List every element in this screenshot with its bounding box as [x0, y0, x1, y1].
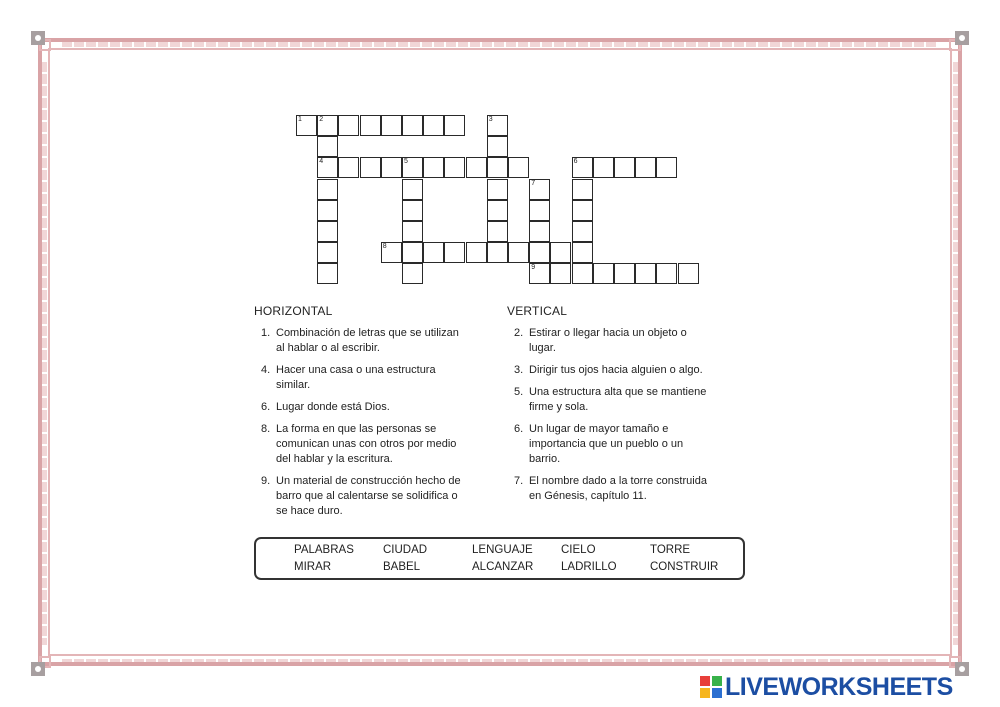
word-bank-item: CIELO — [561, 544, 596, 556]
crossword-cell[interactable] — [296, 115, 317, 136]
word-bank-item: BABEL — [383, 561, 421, 573]
crossword-letter-input[interactable] — [636, 158, 655, 177]
crossword-letter-input[interactable] — [424, 158, 443, 177]
crossword-letter-input[interactable] — [573, 264, 592, 283]
crossword-letter-input[interactable] — [573, 201, 592, 220]
word-bank-item: TORRE — [650, 544, 691, 556]
word-bank-item: ALCANZAR — [472, 561, 534, 573]
crossword-letter-input[interactable] — [573, 158, 592, 177]
clue-number: 4. — [261, 364, 271, 376]
crossword-clue-number: 8 — [382, 243, 387, 251]
crossword-letter-input[interactable] — [403, 116, 422, 135]
clue-text-line: similar. — [276, 379, 311, 391]
crossword-letter-input[interactable] — [594, 264, 613, 283]
clue-text-line: barrio. — [529, 453, 561, 465]
clue-number: 6. — [514, 423, 524, 435]
crossword-letter-input[interactable] — [657, 264, 676, 283]
clue-text-line: Combinación de letras que se utilizan — [276, 327, 459, 339]
crossword-cell[interactable] — [381, 242, 402, 263]
clue-text — [529, 422, 683, 467]
clue-text — [529, 385, 706, 415]
crossword-cell[interactable] — [550, 263, 571, 284]
crossword-cell[interactable] — [317, 136, 338, 157]
crossword-letter-input[interactable] — [530, 264, 549, 283]
crossword-letter-input[interactable] — [488, 201, 507, 220]
crossword-cell[interactable] — [444, 115, 465, 136]
clue-text — [276, 474, 461, 519]
clue-item — [261, 326, 506, 356]
crossword-cell[interactable] — [402, 157, 423, 178]
crossword-letter-input[interactable] — [403, 180, 422, 199]
crossword-letter-input[interactable] — [530, 243, 549, 262]
word-bank-item: PALABRAS — [294, 544, 354, 556]
clue-text-line: Una estructura alta que se mantiene — [529, 386, 707, 398]
crossword-letter-input[interactable] — [403, 243, 422, 262]
frame-corner-bottom-left — [31, 654, 53, 676]
crossword-cell[interactable] — [466, 242, 487, 263]
crossword-letter-input[interactable] — [530, 180, 549, 199]
crossword-letter-input[interactable] — [573, 243, 592, 262]
clue-text-line: Un material de construcción hecho de — [276, 475, 461, 487]
crossword-cell[interactable] — [487, 221, 508, 242]
crossword-cell[interactable] — [678, 263, 699, 284]
clue-text-line: Estirar o llegar hacia un objeto o — [529, 327, 687, 339]
crossword-cell[interactable] — [614, 263, 635, 284]
crossword-letter-input[interactable] — [382, 243, 401, 262]
clue-item — [514, 422, 754, 467]
crossword-cell[interactable] — [466, 157, 487, 178]
clue-number: 6. — [261, 401, 271, 413]
horizontal-heading: HORIZONTAL — [254, 304, 333, 318]
crossword-clue-number: 6 — [573, 158, 578, 166]
crossword-letter-input[interactable] — [594, 158, 613, 177]
crossword-cell[interactable] — [402, 115, 423, 136]
clue-number: 1. — [261, 327, 271, 339]
crossword-letter-input[interactable] — [679, 264, 698, 283]
clue-text — [276, 422, 456, 467]
clue-number: 9. — [261, 475, 271, 487]
crossword-letter-input[interactable] — [318, 180, 337, 199]
clue-item — [514, 474, 754, 504]
crossword-clue-number: 2 — [319, 116, 324, 123]
crossword-letter-input[interactable] — [488, 116, 507, 135]
crossword-letter-input[interactable] — [488, 137, 507, 156]
crossword-cell[interactable] — [381, 157, 402, 178]
crossword-letter-input[interactable] — [361, 158, 380, 177]
crossword-letter-input[interactable] — [382, 158, 401, 177]
crossword-cell[interactable] — [508, 242, 529, 263]
crossword-cell[interactable] — [402, 200, 423, 221]
crossword-cell[interactable] — [317, 263, 338, 284]
crossword-letter-input[interactable] — [530, 201, 549, 220]
crossword-clue-number: 9 — [531, 264, 536, 272]
clue-text-line: Un lugar de mayor tamaño e — [529, 423, 669, 435]
crossword-letter-input[interactable] — [615, 264, 634, 283]
clue-number: 8. — [261, 423, 271, 435]
clue-text — [529, 326, 687, 356]
crossword-letter-input[interactable] — [318, 243, 337, 262]
crossword-cell[interactable] — [317, 179, 338, 200]
crossword-cell[interactable] — [487, 242, 508, 263]
clue-text — [276, 326, 459, 356]
clue-text-line: Dirigir tus ojos hacia alguien o algo. — [529, 364, 703, 376]
crossword-letter-input[interactable] — [403, 264, 422, 283]
crossword-cell[interactable] — [529, 200, 550, 221]
crossword-cell[interactable] — [338, 157, 359, 178]
clue-text-line: La forma en que las personas se — [276, 423, 437, 435]
clue-item — [261, 422, 506, 467]
clue-text-line: importancia que un pueblo o un — [529, 438, 684, 450]
crossword-letter-input[interactable] — [551, 264, 570, 283]
crossword-cell[interactable] — [487, 136, 508, 157]
crossword-cell[interactable] — [402, 263, 423, 284]
crossword-letter-input[interactable] — [657, 158, 676, 177]
clue-text-line: firme y sola. — [529, 401, 589, 413]
clue-text-line: al hablar o al escribir. — [276, 342, 380, 354]
crossword-letter-input[interactable] — [318, 158, 337, 177]
crossword-letter-input[interactable] — [573, 222, 592, 241]
crossword-cell[interactable] — [317, 115, 338, 136]
crossword-letter-input[interactable] — [424, 116, 443, 135]
crossword-letter-input[interactable] — [509, 243, 528, 262]
crossword-cell[interactable] — [656, 263, 677, 284]
crossword-cell[interactable] — [487, 200, 508, 221]
crossword-letter-input[interactable] — [445, 243, 464, 262]
crossword-cell[interactable] — [317, 157, 338, 178]
crossword-cell[interactable] — [317, 242, 338, 263]
crossword-cell[interactable] — [487, 157, 508, 178]
crossword-letter-input[interactable] — [488, 158, 507, 177]
crossword-cell[interactable] — [529, 179, 550, 200]
crossword-cell[interactable] — [593, 263, 614, 284]
crossword-cell[interactable] — [572, 263, 593, 284]
crossword-letter-input[interactable] — [339, 158, 358, 177]
crossword-letter-input[interactable] — [318, 222, 337, 241]
clue-text-line: comunican unas con otros por medio — [276, 438, 457, 450]
clue-item — [514, 363, 754, 378]
crossword-letter-input[interactable] — [339, 116, 358, 135]
crossword-letter-input[interactable] — [361, 116, 380, 135]
crossword-letter-input[interactable] — [636, 264, 655, 283]
crossword-letter-input[interactable] — [318, 137, 337, 156]
crossword-cell[interactable] — [360, 157, 381, 178]
clue-text — [529, 363, 703, 378]
crossword-cell[interactable] — [338, 115, 359, 136]
crossword-cell[interactable] — [550, 242, 571, 263]
crossword-cell[interactable] — [508, 157, 529, 178]
clue-text — [276, 400, 390, 415]
crossword-cell[interactable] — [381, 115, 402, 136]
clue-text-line: Hacer una casa o una estructura — [276, 364, 436, 376]
clue-text-line: se hace duro. — [276, 505, 343, 517]
crossword-cell[interactable] — [656, 157, 677, 178]
clue-text — [529, 474, 707, 504]
clue-number: 3. — [514, 364, 524, 376]
clue-item — [261, 363, 506, 393]
clue-text-line: en Génesis, capítulo 11. — [529, 490, 647, 502]
crossword-cell[interactable] — [572, 200, 593, 221]
crossword-letter-input[interactable] — [445, 116, 464, 135]
crossword-letter-input[interactable] — [318, 201, 337, 220]
frame-corner-top-left — [31, 31, 53, 53]
clue-text-line: lugar. — [529, 342, 556, 354]
clue-text-line: barro que al calentarse se solidifica o — [276, 490, 458, 502]
crossword-letter-input[interactable] — [615, 158, 634, 177]
clue-item — [261, 474, 506, 519]
crossword-cell[interactable] — [423, 157, 444, 178]
crossword-cell[interactable] — [572, 242, 593, 263]
clue-text-line: Lugar donde está Dios. — [276, 401, 390, 413]
crossword-letter-input[interactable] — [467, 158, 486, 177]
crossword-cell[interactable] — [593, 157, 614, 178]
crossword-cell[interactable] — [423, 115, 444, 136]
word-bank-item: MIRAR — [294, 561, 332, 573]
crossword-letter-input[interactable] — [573, 180, 592, 199]
clue-text-line: del hablar y la escritura. — [276, 453, 393, 465]
crossword-letter-input[interactable] — [318, 264, 337, 283]
logo-text: LIVEWORKSHEETS — [725, 673, 953, 701]
clue-item — [514, 385, 754, 415]
crossword-cell[interactable] — [402, 242, 423, 263]
clue-item — [261, 400, 506, 415]
frame-corner-top-right — [947, 31, 969, 53]
crossword-letter-input[interactable] — [530, 222, 549, 241]
clue-number: 5. — [514, 386, 524, 398]
crossword-letter-input[interactable] — [382, 116, 401, 135]
crossword-letter-input[interactable] — [488, 180, 507, 199]
word-bank-item: LENGUAJE — [472, 544, 533, 556]
crossword-cell[interactable] — [572, 157, 593, 178]
crossword-cell[interactable] — [487, 115, 508, 136]
clue-text-line: El nombre dado a la torre construida — [529, 475, 707, 487]
crossword-cell[interactable] — [635, 263, 656, 284]
crossword-letter-input[interactable] — [488, 222, 507, 241]
crossword-clue-number: 1 — [298, 116, 302, 123]
crossword-cell[interactable] — [402, 221, 423, 242]
crossword-clue-number: 3 — [488, 116, 493, 123]
crossword-letter-input[interactable] — [467, 243, 486, 262]
crossword-cell[interactable] — [317, 221, 338, 242]
crossword-letter-input[interactable] — [318, 116, 337, 135]
crossword-cell[interactable] — [572, 179, 593, 200]
crossword-cell[interactable] — [423, 242, 444, 263]
crossword-letter-input[interactable] — [403, 222, 422, 241]
crossword-letter-input[interactable] — [403, 158, 422, 177]
clue-number: 2. — [514, 327, 524, 339]
crossword-cell[interactable] — [444, 157, 465, 178]
crossword-letter-input[interactable] — [424, 243, 443, 262]
crossword-letter-input[interactable] — [297, 116, 316, 135]
liveworksheets-squares-icon — [700, 676, 722, 698]
crossword-cell[interactable] — [317, 200, 338, 221]
word-bank-item: CONSTRUIR — [650, 561, 719, 573]
crossword-cell[interactable] — [360, 115, 381, 136]
word-bank-item: LADRILLO — [561, 561, 617, 573]
crossword-cell[interactable] — [444, 242, 465, 263]
word-bank-item: CIUDAD — [383, 544, 428, 556]
crossword-letter-input[interactable] — [403, 201, 422, 220]
vertical-heading: VERTICAL — [507, 304, 568, 318]
crossword-cell[interactable] — [572, 221, 593, 242]
crossword-letter-input[interactable] — [551, 243, 570, 262]
crossword-cell[interactable] — [402, 179, 423, 200]
clue-item — [514, 326, 754, 356]
clue-number: 7. — [514, 475, 524, 487]
crossword-clue-number: 5 — [404, 158, 408, 166]
crossword-cell[interactable] — [529, 242, 550, 263]
crossword-cell[interactable] — [614, 157, 635, 178]
clue-text — [276, 363, 436, 393]
crossword-cell[interactable] — [635, 157, 656, 178]
crossword-letter-input[interactable] — [509, 158, 528, 177]
crossword-clue-number: 7 — [531, 179, 536, 187]
crossword-cell[interactable] — [529, 221, 550, 242]
crossword-cell[interactable] — [487, 179, 508, 200]
crossword-letter-input[interactable] — [445, 158, 464, 177]
crossword-cell[interactable] — [529, 263, 550, 284]
crossword-clue-number: 4 — [319, 158, 324, 166]
crossword-letter-input[interactable] — [488, 243, 507, 262]
